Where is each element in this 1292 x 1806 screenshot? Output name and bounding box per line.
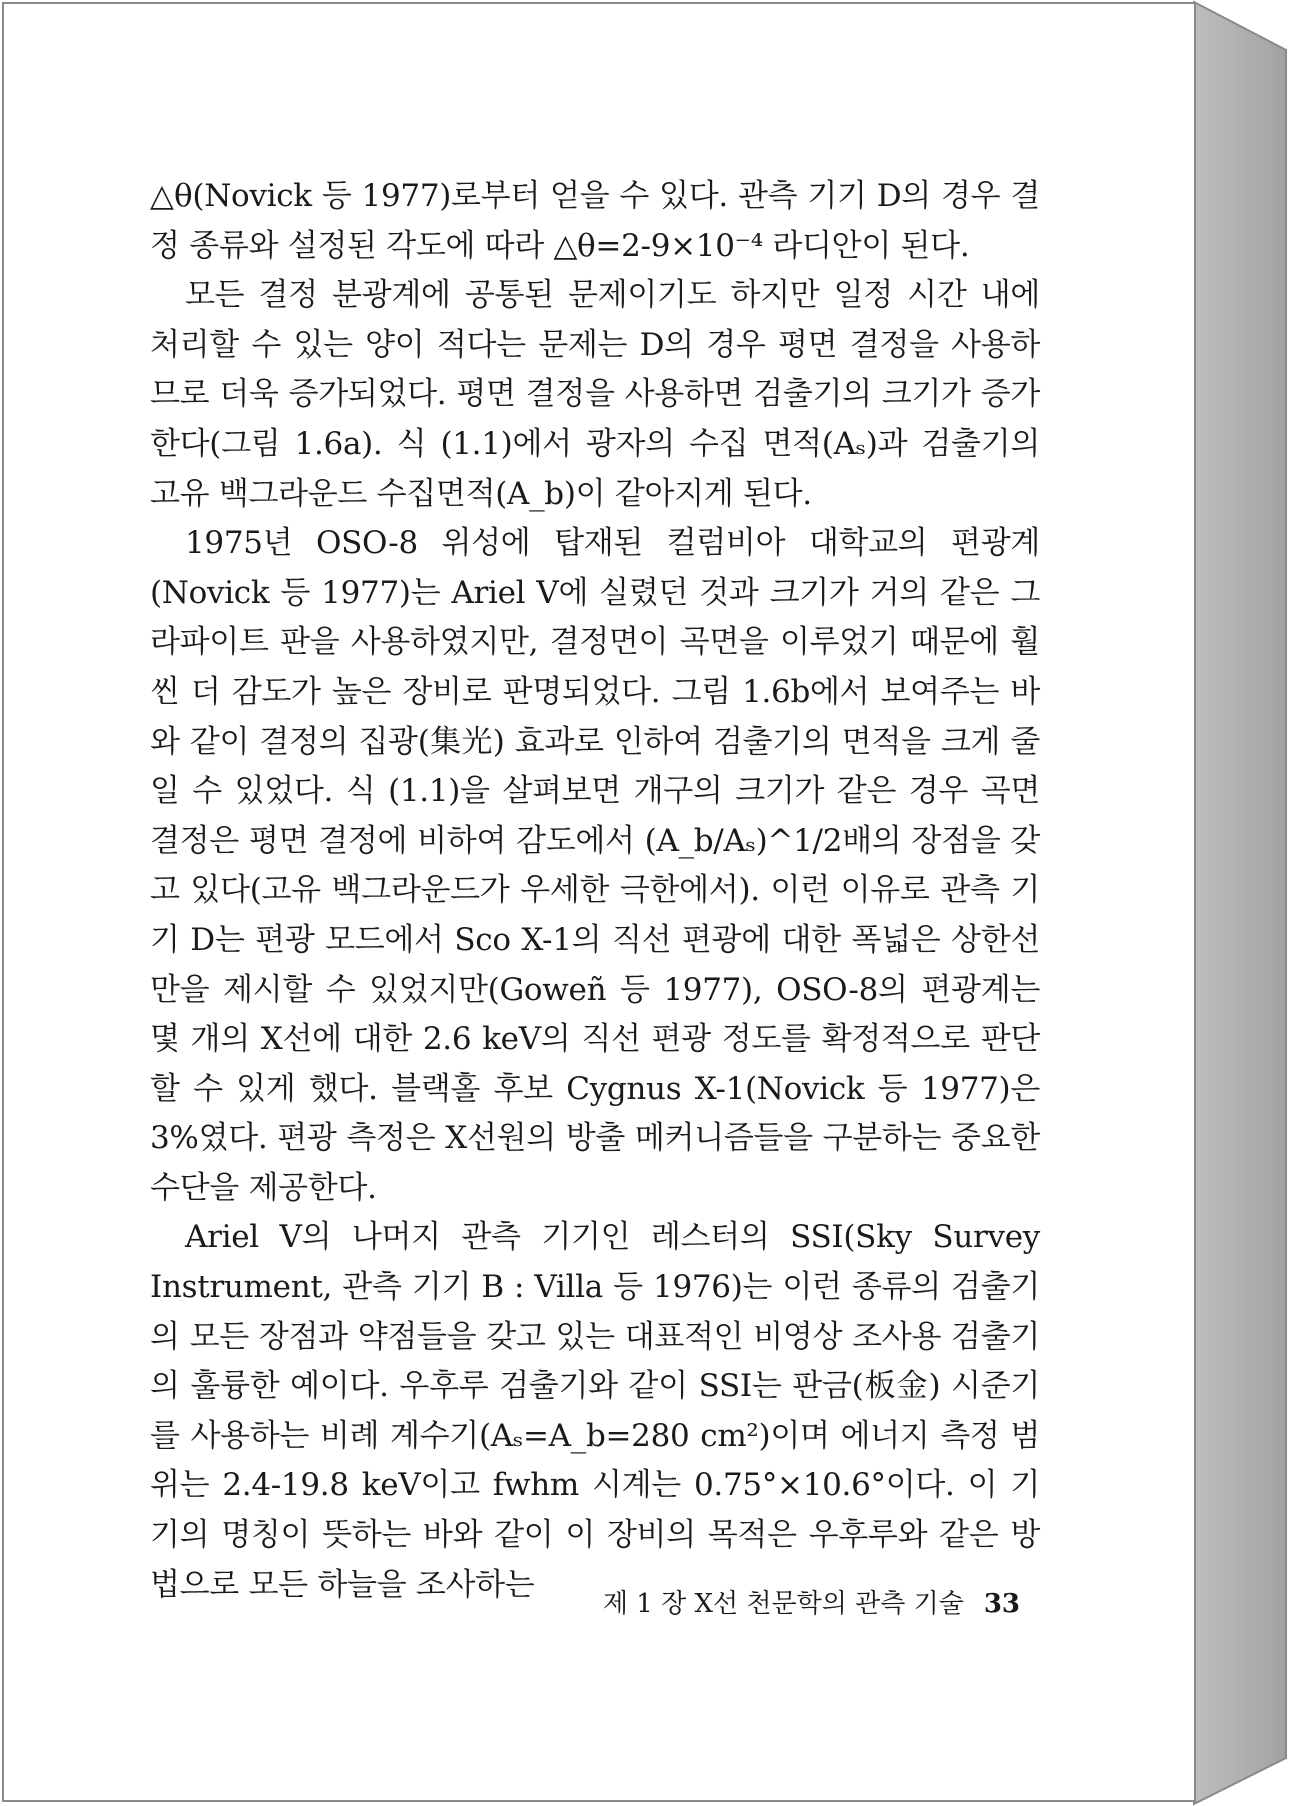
paragraph: 1975년 OSO-8 위성에 탑재된 컬럼비아 대학교의 편광계(Novick 등 1977)는 Ariel V에 실렸던 것과 크기가 거의 같은 그라파이트 판을 사용하였지만, 결정면이 곡면을 이루었기 때문에 훨씬 더 감도가 높은 장비로 판명되었다. 그림 1.6b에서 보여주는 바와 같이 결정의 집광(集光) 효과로 인하여 검출기의 면적을 크게 줄일 수 있었다. 식 (1.1)을 살펴보면 개구의 크기가 같은 경우 곡면 결정은 평면 결정에 비하여 감도에서 (A_b/Aₛ)^1/2배의 장점을 갖고 있다(고유 백그라운드가 우세한 극한에서). 이런 이유로 관측 기기 D는 편광 모드에서 Sco X-1의 직선 편광에 대한 폭넓은 상한선만을 제시할 수 있었지만(Goweñ 등 1977), OSO-8의 편광계는 몇 개의 X선에 대한 2.6 keV의 직선 편광 정도를 확정적으로 판단할 수 있게 했다. 블랙홀 후보 Cygnus X-1(Novick 등 1977)은 3%였다. 편광 측정은 X선원의 방출 메커니즘들을 구분하는 중요한 수단을 제공한다. — [150, 525, 1040, 1206]
paragraph: Ariel V의 나머지 관측 기기인 레스터의 SSI(Sky Survey Instrument, 관측 기기 B : Villa 등 1976)는 이런 종류의 검출기의 모든 장점과 약점들을 갖고 있는 대표적인 비영상 조사용 검출기의 훌륭한 예이다. 우후루 검출기와 같이 SSI는 판금(板金) 시준기를 사용하는 비례 계수기(Aₛ=A_b=280 cm²)이며 에너지 측정 범위는 2.4-19.8 keV이고 fwhm 시계는 0.75°×10.6°이다. 이 기기의 명칭이 뜻하는 바와 같이 이 장비의 목적은 우후루와 같은 방법으로 모든 하늘을 조사하는 — [150, 1219, 1040, 1603]
paragraph: △θ(Novick 등 1977)로부터 얻을 수 있다. 관측 기기 D의 경우 결정 종류와 설정된 각도에 따라 △θ=2-9×10⁻⁴ 라디안이 된다. — [150, 178, 1040, 264]
paragraph: 모든 결정 분광계에 공통된 문제이기도 하지만 일정 시간 내에 처리할 수 있는 양이 적다는 문제는 D의 경우 평면 결정을 사용하므로 더욱 증가되었다. 평면 결정을 사용하면 검출기의 크기가 증가한다(그림 1.6a). 식 (1.1)에서 광자의 수집 면적(Aₛ)과 검출기의 고유 백그라운드 수집면적(A_b)이 같아지게 된다. — [150, 277, 1040, 512]
page-number: 33 — [983, 1589, 1020, 1619]
body-text — [150, 172, 1040, 1610]
page-footer — [600, 1588, 1020, 1620]
chapter-title: 제 1 장 X선 천문학의 관측 기술 — [602, 1589, 964, 1619]
